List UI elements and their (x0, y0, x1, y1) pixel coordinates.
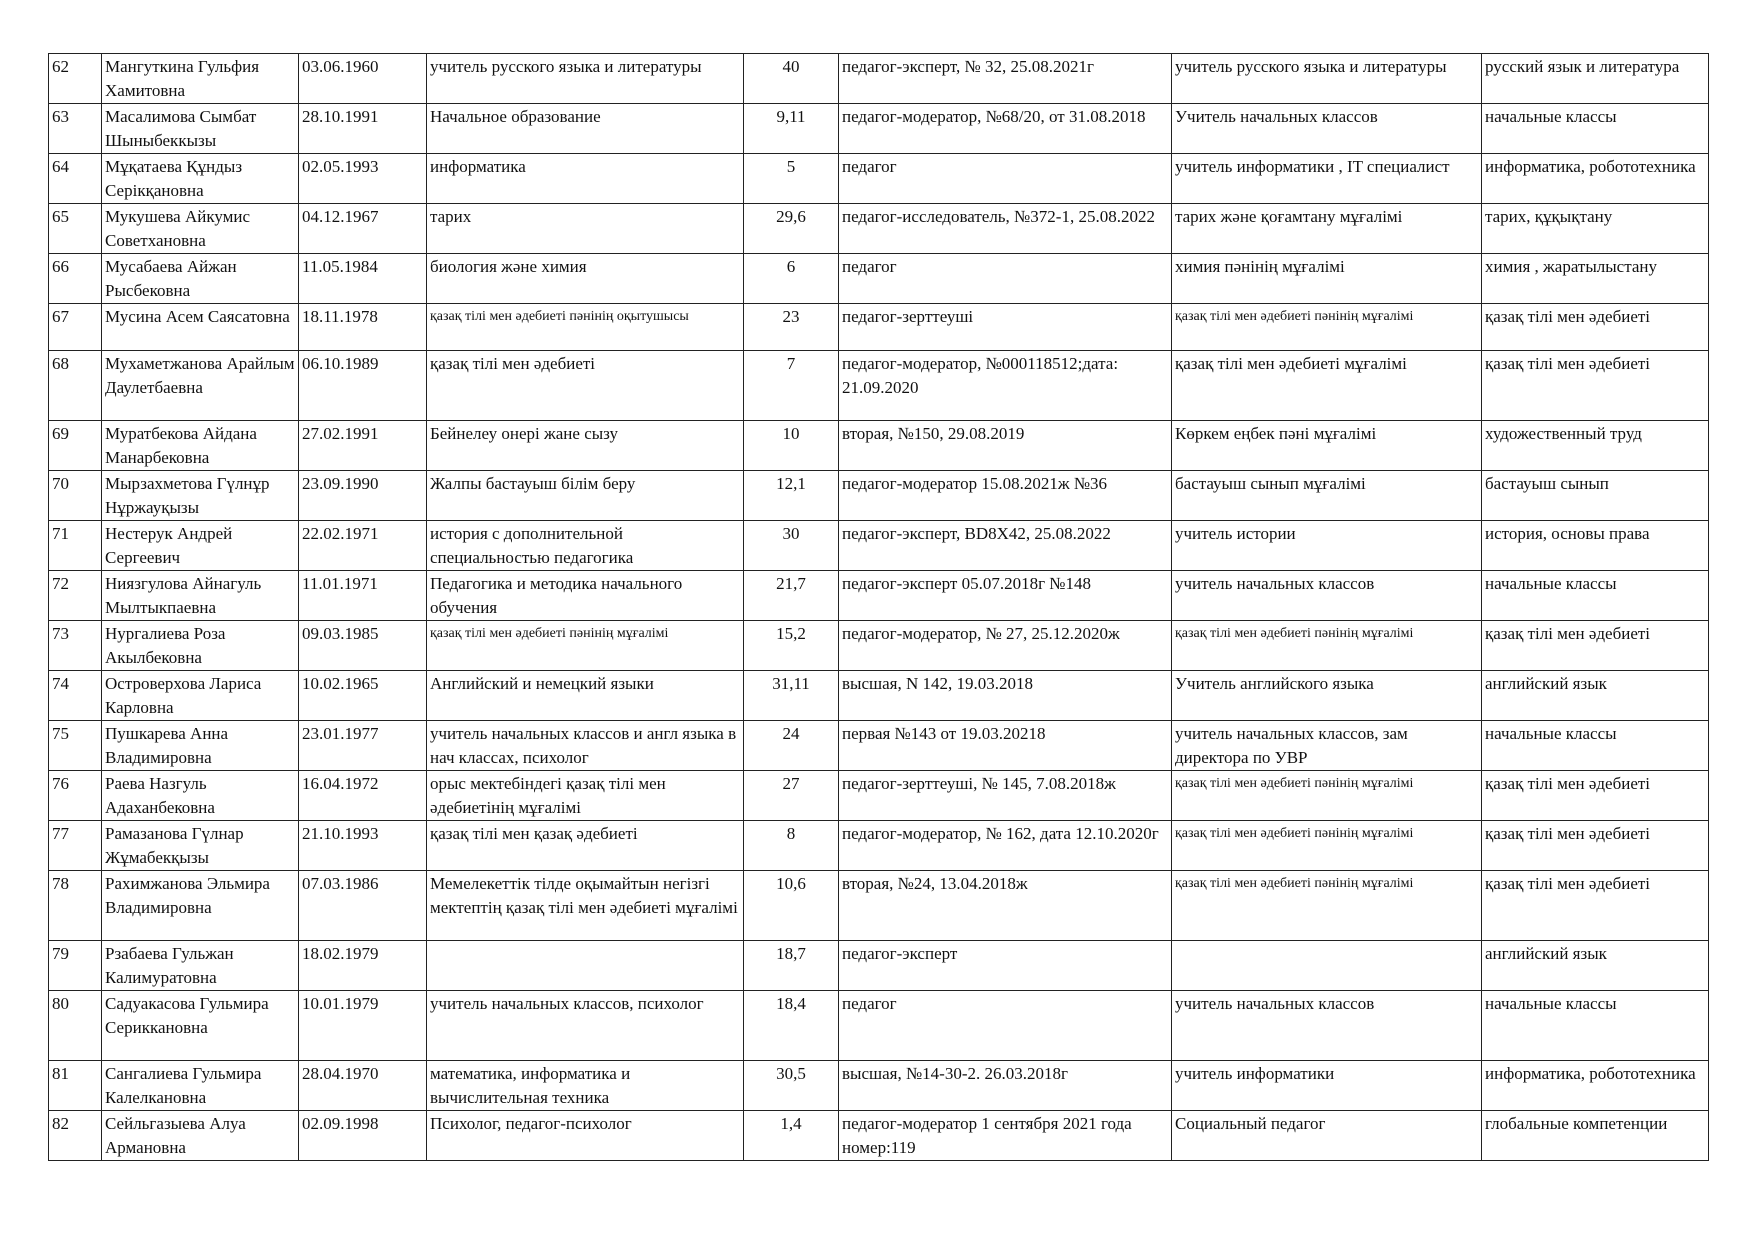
cell-number: 68 (49, 351, 102, 421)
staff-table (48, 53, 1709, 1161)
cell-birth-date: 10.02.1965 (299, 671, 427, 721)
cell-birth-date: 04.12.1967 (299, 204, 427, 254)
cell-position: қазақ тілі мен әдебиеті пәнінің мұғалімі (1172, 871, 1482, 941)
cell-number: 73 (49, 621, 102, 671)
cell-birth-date: 21.10.1993 (299, 821, 427, 871)
cell-position: учитель истории (1172, 521, 1482, 571)
cell-subject: бастауыш сынып (1482, 471, 1709, 521)
cell-full-name: Нургалиева Роза Акылбековна (102, 621, 299, 671)
cell-experience: 12,1 (744, 471, 839, 521)
table-row (49, 771, 1709, 821)
cell-full-name: Мухаметжанова Арайлым Даулетбаевна (102, 351, 299, 421)
cell-subject: қазақ тілі мен әдебиеті (1482, 351, 1709, 421)
cell-education: Мемелекеттік тілде оқымайтын негізгі мектептің қазақ тілі мен әдебиеті мұғалімі (427, 871, 744, 941)
cell-category: педагог-эксперт, № 32, 25.08.2021г (839, 54, 1172, 104)
cell-category: вторая, №24, 13.04.2018ж (839, 871, 1172, 941)
cell-full-name: Ниязгулова Айнагуль Мылтыкпаевна (102, 571, 299, 621)
cell-birth-date: 28.10.1991 (299, 104, 427, 154)
cell-subject: қазақ тілі мен әдебиеті (1482, 771, 1709, 821)
cell-experience: 27 (744, 771, 839, 821)
cell-number: 78 (49, 871, 102, 941)
cell-subject: русский язык и литература (1482, 54, 1709, 104)
cell-birth-date: 07.03.1986 (299, 871, 427, 941)
cell-position: учитель начальных классов, зам директора по УВР (1172, 721, 1482, 771)
cell-experience: 30 (744, 521, 839, 571)
cell-subject: начальные классы (1482, 721, 1709, 771)
cell-number: 72 (49, 571, 102, 621)
cell-experience: 18,7 (744, 941, 839, 991)
table-row (49, 471, 1709, 521)
cell-subject: қазақ тілі мен әдебиеті (1482, 871, 1709, 941)
cell-position: қазақ тілі мен әдебиеті пәнінің мұғалімі (1172, 621, 1482, 671)
cell-education: математика, информатика и вычислительная техника (427, 1061, 744, 1111)
cell-number: 75 (49, 721, 102, 771)
table-row (49, 421, 1709, 471)
cell-number: 67 (49, 304, 102, 351)
table-row (49, 254, 1709, 304)
cell-birth-date: 18.11.1978 (299, 304, 427, 351)
cell-experience: 5 (744, 154, 839, 204)
cell-birth-date: 23.01.1977 (299, 721, 427, 771)
cell-education: Психолог, педагог-психолог (427, 1111, 744, 1161)
cell-full-name: Сейльгазыева Алуа Армановна (102, 1111, 299, 1161)
cell-position: Көркем еңбек пәні мұғалімі (1172, 421, 1482, 471)
cell-education: қазақ тілі мен әдебиеті (427, 351, 744, 421)
cell-number: 70 (49, 471, 102, 521)
cell-education: информатика (427, 154, 744, 204)
cell-birth-date: 16.04.1972 (299, 771, 427, 821)
cell-subject: начальные классы (1482, 991, 1709, 1061)
cell-education: учитель начальных классов, психолог (427, 991, 744, 1061)
cell-category: педагог-зерттеуші (839, 304, 1172, 351)
cell-full-name: Мусина Асем Саясатовна (102, 304, 299, 351)
cell-category: высшая, N 142, 19.03.2018 (839, 671, 1172, 721)
cell-full-name: Масалимова Сымбат Шыныбеккызы (102, 104, 299, 154)
cell-position: қазақ тілі мен әдебиеті пәнінің мұғалімі (1172, 771, 1482, 821)
cell-subject: начальные классы (1482, 571, 1709, 621)
cell-education: Бейнелеу онерi жане сызу (427, 421, 744, 471)
cell-full-name: Рамазанова Гүлнар Жұмабекқызы (102, 821, 299, 871)
cell-experience: 1,4 (744, 1111, 839, 1161)
cell-birth-date: 18.02.1979 (299, 941, 427, 991)
cell-birth-date: 03.06.1960 (299, 54, 427, 104)
cell-number: 82 (49, 1111, 102, 1161)
cell-position: Учитель начальных классов (1172, 104, 1482, 154)
cell-experience: 40 (744, 54, 839, 104)
cell-position: қазақ тілі мен әдебиеті мұғалімі (1172, 351, 1482, 421)
cell-birth-date: 09.03.1985 (299, 621, 427, 671)
cell-subject: художественный труд (1482, 421, 1709, 471)
cell-education: биология және химия (427, 254, 744, 304)
table-row (49, 821, 1709, 871)
cell-subject: глобальные компетенции (1482, 1111, 1709, 1161)
cell-education: история с дополнительной специальностью педагогика (427, 521, 744, 571)
cell-category: педагог-эксперт 05.07.2018г №148 (839, 571, 1172, 621)
cell-experience: 7 (744, 351, 839, 421)
cell-experience: 29,6 (744, 204, 839, 254)
cell-birth-date: 22.02.1971 (299, 521, 427, 571)
cell-experience: 23 (744, 304, 839, 351)
cell-birth-date: 11.05.1984 (299, 254, 427, 304)
table-row (49, 351, 1709, 421)
cell-subject: қазақ тілі мен әдебиеті (1482, 821, 1709, 871)
cell-subject: тарих, құқықтану (1482, 204, 1709, 254)
cell-position: Социальный педагог (1172, 1111, 1482, 1161)
cell-experience: 30,5 (744, 1061, 839, 1111)
cell-full-name: Раева Назгуль Адаханбековна (102, 771, 299, 821)
table-row (49, 104, 1709, 154)
cell-subject: қазақ тілі мен әдебиеті (1482, 621, 1709, 671)
cell-number: 76 (49, 771, 102, 821)
cell-number: 69 (49, 421, 102, 471)
cell-category: педагог-модератор 15.08.2021ж №36 (839, 471, 1172, 521)
cell-experience: 10,6 (744, 871, 839, 941)
cell-position: учитель информатики (1172, 1061, 1482, 1111)
cell-category: педагог (839, 154, 1172, 204)
cell-experience: 18,4 (744, 991, 839, 1061)
cell-birth-date: 10.01.1979 (299, 991, 427, 1061)
cell-category: высшая, №14-30-2. 26.03.2018г (839, 1061, 1172, 1111)
cell-birth-date: 11.01.1971 (299, 571, 427, 621)
cell-experience: 9,11 (744, 104, 839, 154)
cell-full-name: Муратбекова Айдана Манарбековна (102, 421, 299, 471)
cell-education: Английский и немецкий языки (427, 671, 744, 721)
cell-full-name: Мұқатаева Құндыз Серікқановна (102, 154, 299, 204)
cell-number: 64 (49, 154, 102, 204)
cell-position: учитель начальных классов (1172, 991, 1482, 1061)
cell-birth-date: 02.05.1993 (299, 154, 427, 204)
cell-experience: 21,7 (744, 571, 839, 621)
cell-full-name: Пушкарева Анна Владимировна (102, 721, 299, 771)
table-row (49, 621, 1709, 671)
cell-experience: 31,11 (744, 671, 839, 721)
cell-education: орыс мектебіндегі қазақ тілі мен әдебиетінің мұғалімі (427, 771, 744, 821)
cell-number: 74 (49, 671, 102, 721)
cell-full-name: Мукушева Айкумис Советхановна (102, 204, 299, 254)
cell-experience: 24 (744, 721, 839, 771)
cell-subject: английский язык (1482, 941, 1709, 991)
cell-birth-date: 06.10.1989 (299, 351, 427, 421)
cell-number: 66 (49, 254, 102, 304)
table-row (49, 941, 1709, 991)
cell-education: учитель начальных классов и англ языка в нач классах, психолог (427, 721, 744, 771)
cell-number: 81 (49, 1061, 102, 1111)
cell-position: қазақ тілі мен әдебиеті пәнінің мұғалімі (1172, 304, 1482, 351)
cell-full-name: Сангалиева Гульмира Калелкановна (102, 1061, 299, 1111)
cell-experience: 10 (744, 421, 839, 471)
cell-subject: қазақ тілі мен әдебиеті (1482, 304, 1709, 351)
cell-education: қазақ тілі мен әдебиеті пәнінің оқытушысы (427, 304, 744, 351)
cell-birth-date: 02.09.1998 (299, 1111, 427, 1161)
cell-position: учитель русского языка и литературы (1172, 54, 1482, 104)
cell-category: педагог-модератор, №000118512;дата: 21.09.2020 (839, 351, 1172, 421)
cell-education: қазақ тілі мен әдебиеті пәнінің мұғалімі (427, 621, 744, 671)
cell-position: учитель информатики , IT специалист (1172, 154, 1482, 204)
table-row (49, 671, 1709, 721)
table-row (49, 154, 1709, 204)
cell-full-name: Островерхова Лариса Карловна (102, 671, 299, 721)
cell-experience: 15,2 (744, 621, 839, 671)
cell-education: Жалпы бастауыш білім беру (427, 471, 744, 521)
cell-education: Начальное образование (427, 104, 744, 154)
cell-position: тарих және қоғамтану мұғалімі (1172, 204, 1482, 254)
cell-number: 63 (49, 104, 102, 154)
cell-category: педагог-модератор 1 сентября 2021 года номер:119 (839, 1111, 1172, 1161)
cell-subject: история, основы права (1482, 521, 1709, 571)
cell-education: тарих (427, 204, 744, 254)
cell-full-name: Рзабаева Гульжан Калимуратовна (102, 941, 299, 991)
cell-category: первая №143 от 19.03.20218 (839, 721, 1172, 771)
cell-number: 77 (49, 821, 102, 871)
table-row (49, 1061, 1709, 1111)
cell-number: 71 (49, 521, 102, 571)
table-row (49, 721, 1709, 771)
cell-education: Педагогика и методика начального обучения (427, 571, 744, 621)
cell-subject: химия , жаратылыстану (1482, 254, 1709, 304)
table-row (49, 204, 1709, 254)
cell-subject: информатика, робототехника (1482, 1061, 1709, 1111)
table-body (49, 54, 1709, 1161)
cell-birth-date: 28.04.1970 (299, 1061, 427, 1111)
table-row (49, 1111, 1709, 1161)
cell-position: химия пәнінің мұғалімі (1172, 254, 1482, 304)
table-row (49, 991, 1709, 1061)
cell-category: педагог-модератор, № 162, дата 12.10.2020г (839, 821, 1172, 871)
cell-category: педагог-модератор, № 27, 25.12.2020ж (839, 621, 1172, 671)
cell-category: вторая, №150, 29.08.2019 (839, 421, 1172, 471)
cell-birth-date: 27.02.1991 (299, 421, 427, 471)
cell-subject: начальные классы (1482, 104, 1709, 154)
cell-category: педагог-эксперт (839, 941, 1172, 991)
cell-number: 62 (49, 54, 102, 104)
table-row (49, 54, 1709, 104)
cell-number: 80 (49, 991, 102, 1061)
cell-position: Учитель английского языка (1172, 671, 1482, 721)
cell-position (1172, 941, 1482, 991)
cell-birth-date: 23.09.1990 (299, 471, 427, 521)
cell-education (427, 941, 744, 991)
cell-position: учитель начальных классов (1172, 571, 1482, 621)
cell-position: қазақ тілі мен әдебиеті пәнінің мұғалімі (1172, 821, 1482, 871)
cell-full-name: Мангуткина Гульфия Хамитовна (102, 54, 299, 104)
table-row (49, 571, 1709, 621)
cell-education: учитель русского языка и литературы (427, 54, 744, 104)
cell-category: педагог-исследователь, №372-1, 25.08.2022 (839, 204, 1172, 254)
cell-full-name: Нестерук Андрей Сергеевич (102, 521, 299, 571)
cell-experience: 6 (744, 254, 839, 304)
cell-full-name: Мырзахметова Гүлнұр Нұржауқызы (102, 471, 299, 521)
cell-number: 65 (49, 204, 102, 254)
cell-subject: английский язык (1482, 671, 1709, 721)
cell-category: педагог (839, 991, 1172, 1061)
cell-experience: 8 (744, 821, 839, 871)
cell-full-name: Садуакасова Гульмира Сериккановна (102, 991, 299, 1061)
cell-position: бастауыш сынып мұғалімі (1172, 471, 1482, 521)
cell-category: педагог (839, 254, 1172, 304)
table-row (49, 871, 1709, 941)
cell-full-name: Рахимжанова Эльмира Владимировна (102, 871, 299, 941)
table-row (49, 304, 1709, 351)
cell-category: педагог-модератор, №68/20, от 31.08.2018 (839, 104, 1172, 154)
cell-subject: информатика, робототехника (1482, 154, 1709, 204)
table-row (49, 521, 1709, 571)
cell-education: қазақ тілі мен қазақ әдебиеті (427, 821, 744, 871)
cell-category: педагог-эксперт, BD8X42, 25.08.2022 (839, 521, 1172, 571)
cell-number: 79 (49, 941, 102, 991)
cell-full-name: Мусабаева Айжан Рысбековна (102, 254, 299, 304)
cell-category: педагог-зерттеуші, № 145, 7.08.2018ж (839, 771, 1172, 821)
